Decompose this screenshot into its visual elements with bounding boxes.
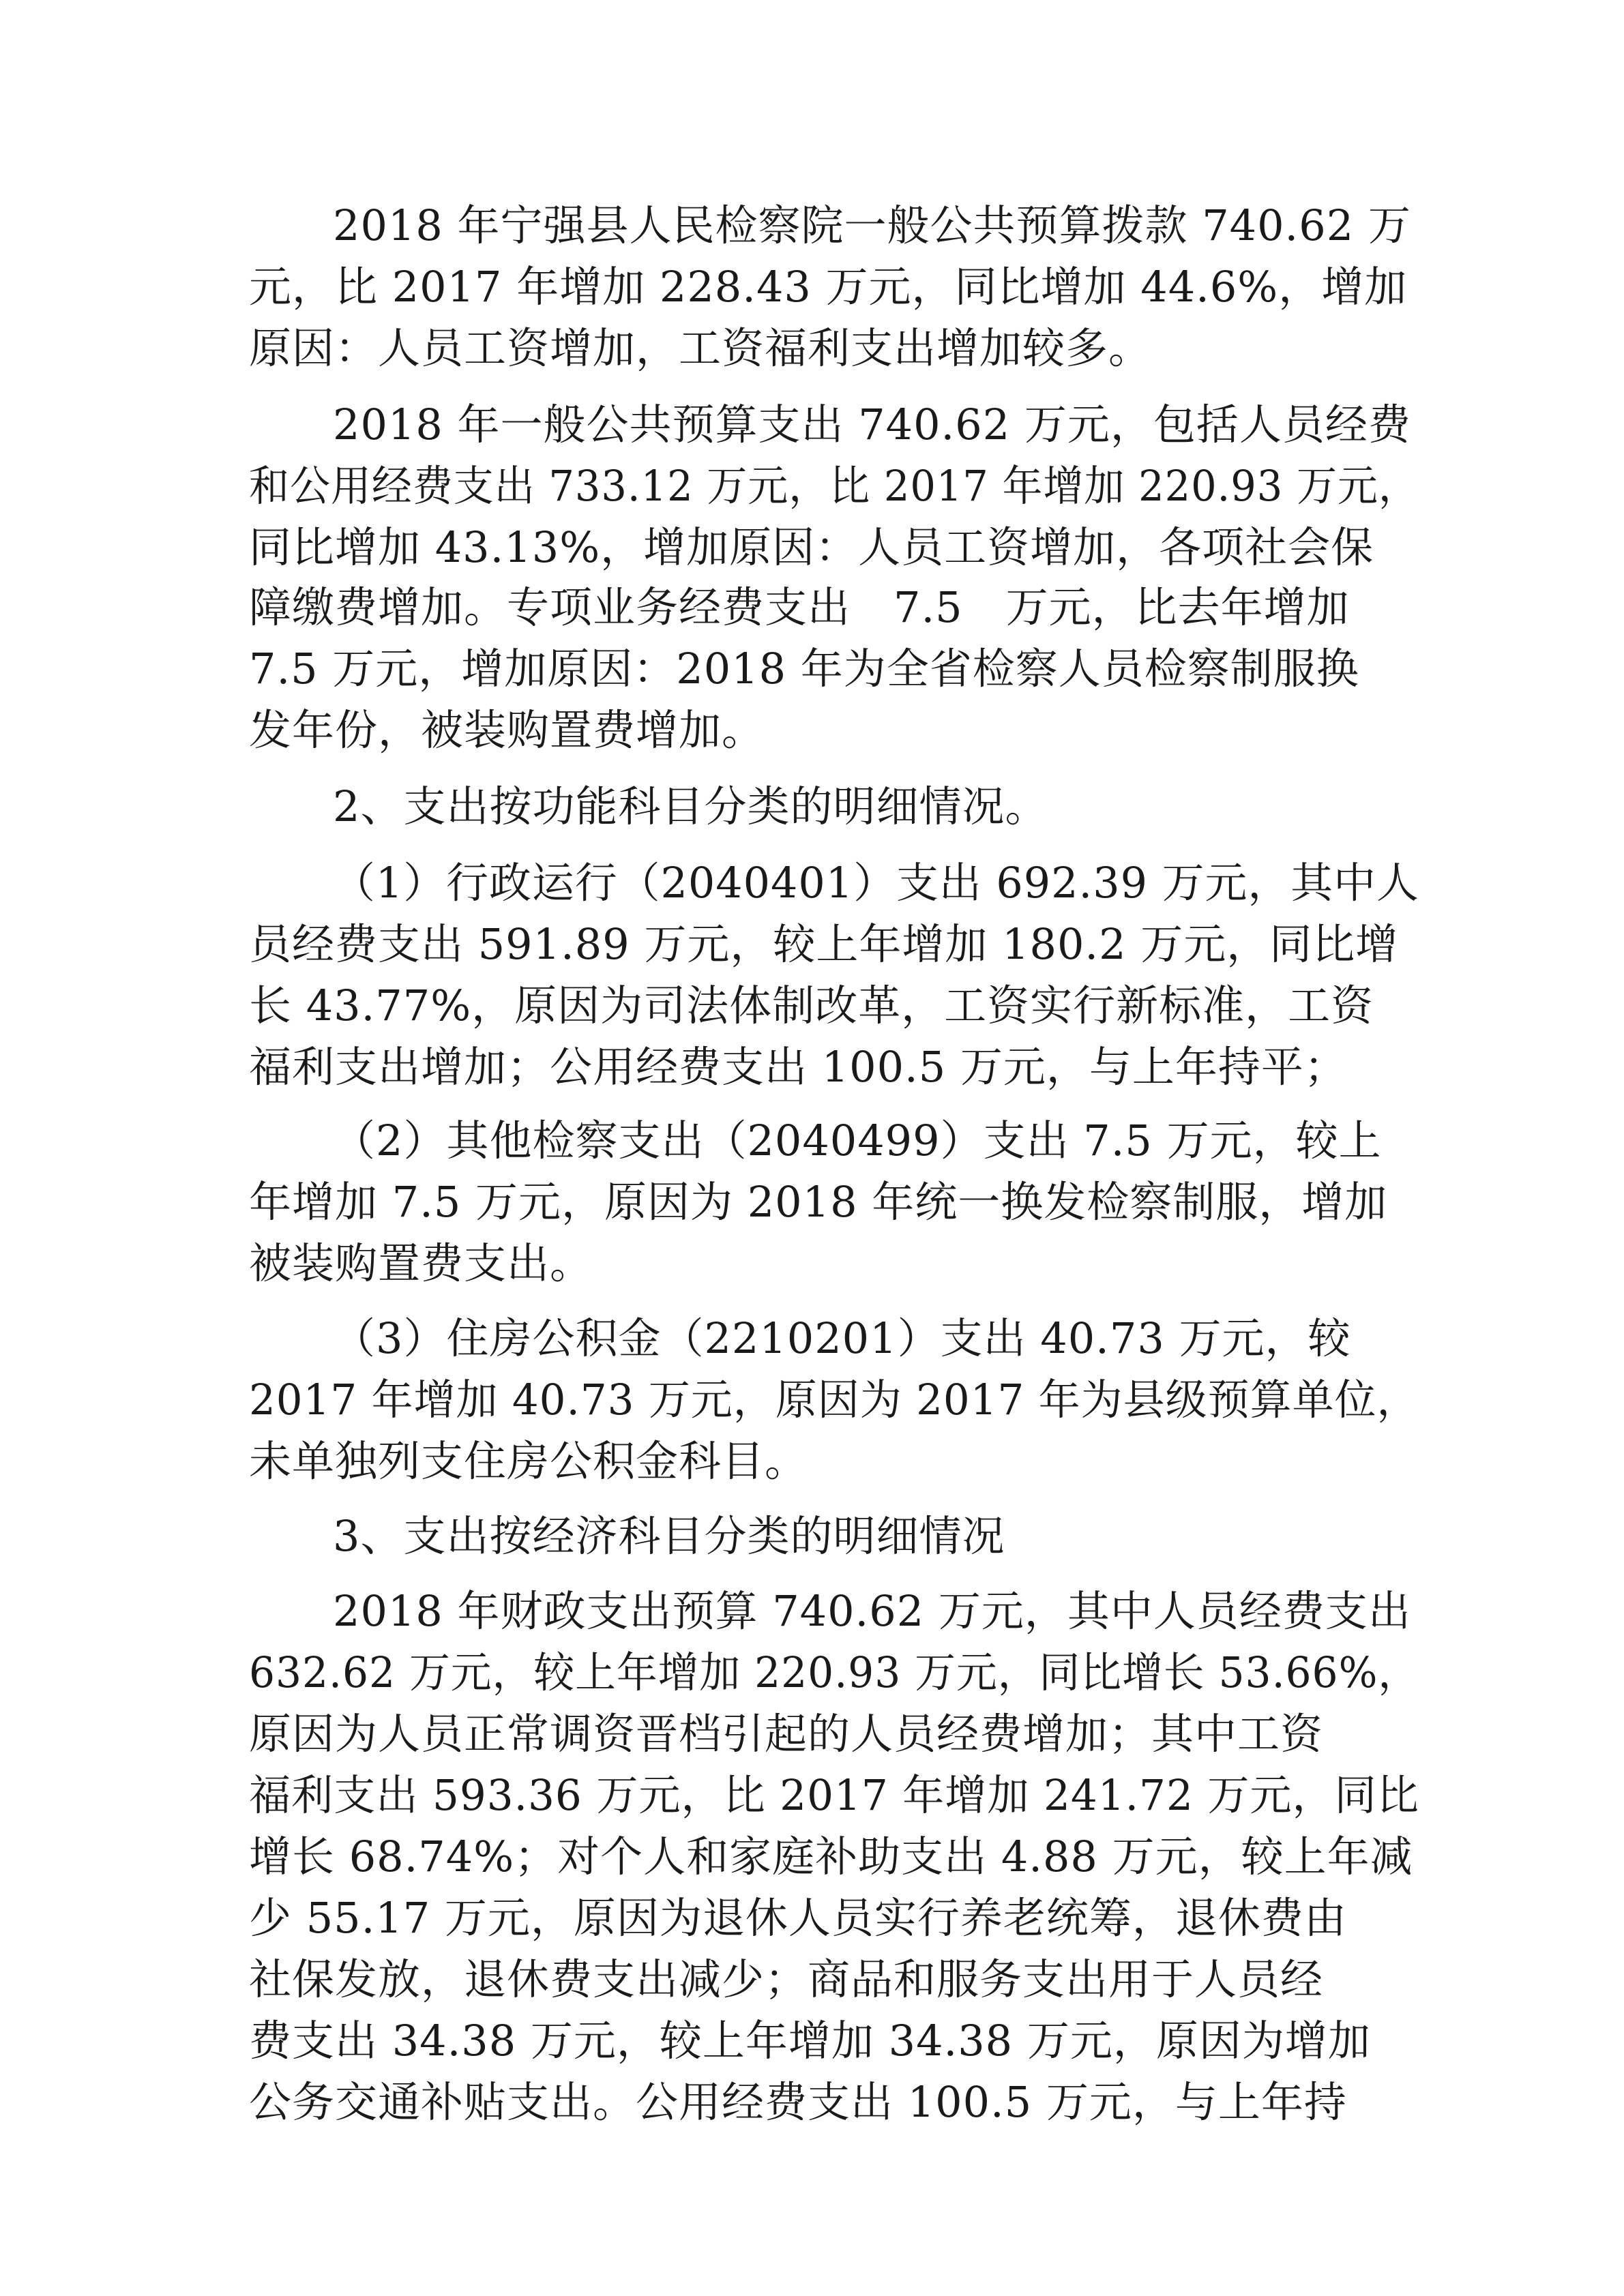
paragraph-3-line-3: 长 43.77%，原因为司法体制改革，工资实行新标准，工资	[249, 981, 1374, 1030]
paragraph-2-line-2: 和公用经费支出 733.12 万元，比 2017 年增加 220.93 万元，	[249, 461, 1419, 511]
paragraph-6-line-5: 增长 68.74%；对个人和家庭补助支出 4.88 万元，较上年减	[249, 1832, 1413, 1881]
paragraph-6-line-7: 社保发放，退休费支出减少；商品和服务支出用于人员经	[249, 1954, 1324, 2004]
paragraph-6-line-3: 原因为人员正常调资晋档引起的人员经费增加；其中工资	[249, 1709, 1324, 1759]
section-heading-2: 2、支出按功能科目分类的明细情况。	[333, 781, 1048, 831]
paragraph-6-line-4: 福利支出 593.36 万元，比 2017 年增加 241.72 万元，同比	[249, 1770, 1419, 1820]
paragraph-3-line-1: （1）行政运行（2040401）支出 692.39 万元，其中人	[333, 858, 1419, 908]
paragraph-6-line-9: 公务交通补贴支出。公用经费支出 100.5 万元，与上年持	[249, 2077, 1347, 2127]
paragraph-6-line-1: 2018 年财政支出预算 740.62 万元，其中人员经费支出	[333, 1586, 1411, 1636]
paragraph-1-line-2: 元，比 2017 年增加 228.43 万元，同比增加 44.6%，增加	[249, 262, 1408, 312]
paragraph-6-line-6: 少 55.17 万元，原因为退休人员实行养老统筹，退休费由	[249, 1893, 1347, 1943]
paragraph-6-line-8: 费支出 34.38 万元，较上年增加 34.38 万元，原因为增加	[249, 2016, 1371, 2066]
paragraph-2-line-6: 发年份，被装购置费增加。	[249, 705, 765, 755]
paragraph-4-line-3: 被装购置费支出。	[249, 1238, 593, 1288]
paragraph-4-line-2: 年增加 7.5 万元，原因为 2018 年统一换发检察制服，增加	[249, 1177, 1388, 1227]
paragraph-5-line-3: 未单独列支住房公积金科目。	[249, 1436, 808, 1486]
paragraph-6-line-2: 632.62 万元，较上年增加 220.93 万元，同比增长 53.66%，	[249, 1648, 1420, 1697]
paragraph-2-line-3: 同比增加 43.13%，增加原因：人员工资增加，各项社会保	[249, 522, 1374, 572]
paragraph-2-line-1: 2018 年一般公共预算支出 740.62 万元，包括人员经费	[333, 400, 1411, 449]
paragraph-2-line-5: 7.5 万元，增加原因：2018 年为全省检察人员检察制服换	[249, 644, 1359, 694]
paragraph-3-line-4: 福利支出增加；公用经费支出 100.5 万元，与上年持平；	[249, 1042, 1347, 1092]
paragraph-1-line-1: 2018 年宁强县人民检察院一般公共预算拨款 740.62 万	[333, 200, 1411, 250]
section-heading-3: 3、支出按经济科目分类的明细情况	[333, 1511, 1005, 1561]
paragraph-3-line-2: 员经费支出 591.89 万元，较上年增加 180.2 万元，同比增	[249, 919, 1399, 969]
paragraph-1-line-3: 原因：人员工资增加，工资福利支出增加较多。	[249, 323, 1152, 373]
paragraph-5-line-1: （3）住房公积金（2210201）支出 40.73 万元，较	[333, 1313, 1351, 1363]
paragraph-4-line-1: （2）其他检察支出（2040499）支出 7.5 万元，较上	[333, 1116, 1382, 1165]
paragraph-5-line-2: 2017 年增加 40.73 万元，原因为 2017 年为县级预算单位，	[249, 1375, 1419, 1425]
paragraph-2-line-4: 障缴费增加。专项业务经费支出 7.5 万元，比去年增加	[249, 582, 1350, 632]
